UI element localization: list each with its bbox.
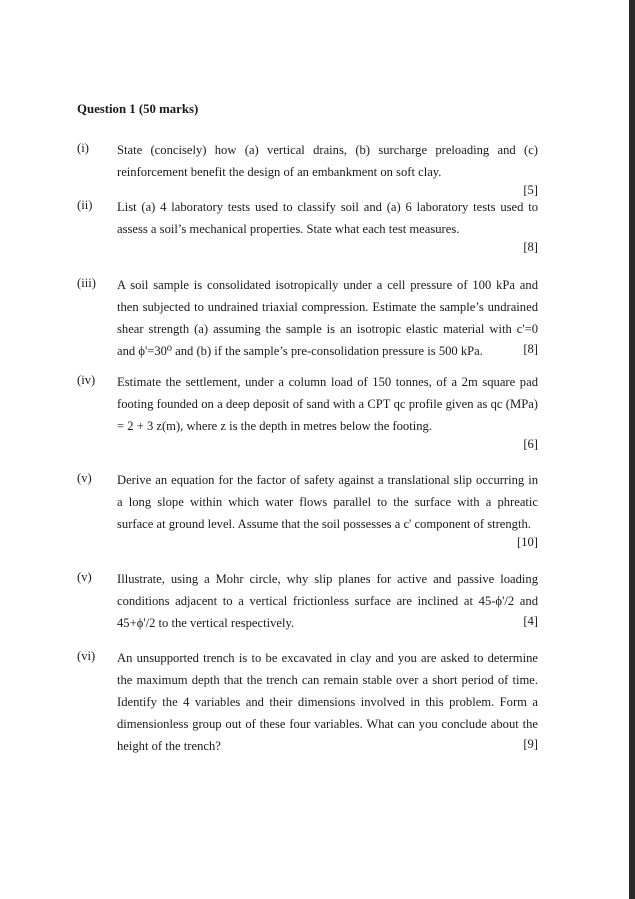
question-marks: [5] — [523, 183, 538, 197]
question-line: A soil sample is consolidated isotropically under a cell pressure of 100 kPa and — [117, 278, 538, 292]
question-line: conditions adjacent to a vertical frictionless surface are inclined at 45-ϕ'/2 and — [117, 594, 538, 608]
question-text — [117, 276, 538, 364]
question-number: (i) — [77, 141, 89, 155]
question-text — [117, 471, 538, 537]
question-line: State (concisely) how (a) vertical drains, (b) surcharge preloading and (c) — [117, 143, 538, 157]
question-line: footing founded on a deep deposit of sand with a CPT qc profile given as qc (MPa) — [117, 397, 538, 411]
question-line: 45+ϕ'/2 to the vertical respectively. — [117, 616, 295, 630]
question-number: (v) — [77, 570, 92, 584]
question-line: and ϕ'=30⁰ and (b) if the sample’s pre-consolidation pressure is 500 kPa. — [117, 344, 483, 358]
question-line: Derive an equation for the factor of safety against a translational slip occurring in — [117, 473, 538, 487]
question-marks: [10] — [517, 535, 538, 549]
question-line: a long slope within which water flows parallel to the surface with a phreatic — [117, 495, 538, 509]
question-number: (iii) — [77, 276, 96, 290]
question-line: shear strength (a) assuming the sample is an isotropic elastic material with c'=0 — [117, 322, 538, 336]
question-marks: [6] — [523, 437, 538, 451]
question-marks: [8] — [523, 342, 538, 356]
question-number: (iv) — [77, 373, 96, 387]
scan-edge — [629, 0, 635, 899]
question-marks: [8] — [523, 240, 538, 254]
question-text — [117, 141, 538, 185]
question-text — [117, 570, 538, 636]
question-line: Estimate the settlement, under a column load of 150 tonnes, of a 2m square pad — [117, 375, 538, 389]
question-number: (v) — [77, 471, 92, 485]
question-number: (vi) — [77, 649, 96, 663]
question-line: dimensionless group out of these four variables. What can you conclude about the — [117, 717, 538, 731]
question-line: List (a) 4 laboratory tests used to classify soil and (a) 6 laboratory tests used to — [117, 200, 538, 214]
question-line: An unsupported trench is to be excavated in clay and you are asked to determine — [117, 651, 538, 665]
question-line: then subjected to undrained triaxial compression. Estimate the sample’s undrained — [117, 300, 538, 314]
question-line: Illustrate, using a Mohr circle, why slip planes for active and passive loading — [117, 572, 538, 586]
question-title: Question 1 (50 marks) — [77, 102, 199, 116]
question-text — [117, 649, 538, 759]
question-line: Identify the 4 variables and their dimensions involved in this problem. Form a — [117, 695, 538, 709]
question-text — [117, 373, 538, 439]
question-line: the maximum depth that the trench can remain stable over a short period of time. — [117, 673, 538, 687]
question-line: = 2 + 3 z(m), where z is the depth in metres below the footing. — [117, 419, 432, 433]
question-number: (ii) — [77, 198, 93, 212]
question-marks: [9] — [523, 737, 538, 751]
question-line: surface at ground level. Assume that the soil possesses a c' component of strength. — [117, 517, 531, 531]
question-line: reinforcement benefit the design of an embankment on soft clay. — [117, 165, 442, 179]
question-marks: [4] — [523, 614, 538, 628]
question-line: assess a soil’s mechanical properties. State what each test measures. — [117, 222, 460, 236]
question-line: height of the trench? — [117, 739, 221, 753]
question-text — [117, 198, 538, 242]
